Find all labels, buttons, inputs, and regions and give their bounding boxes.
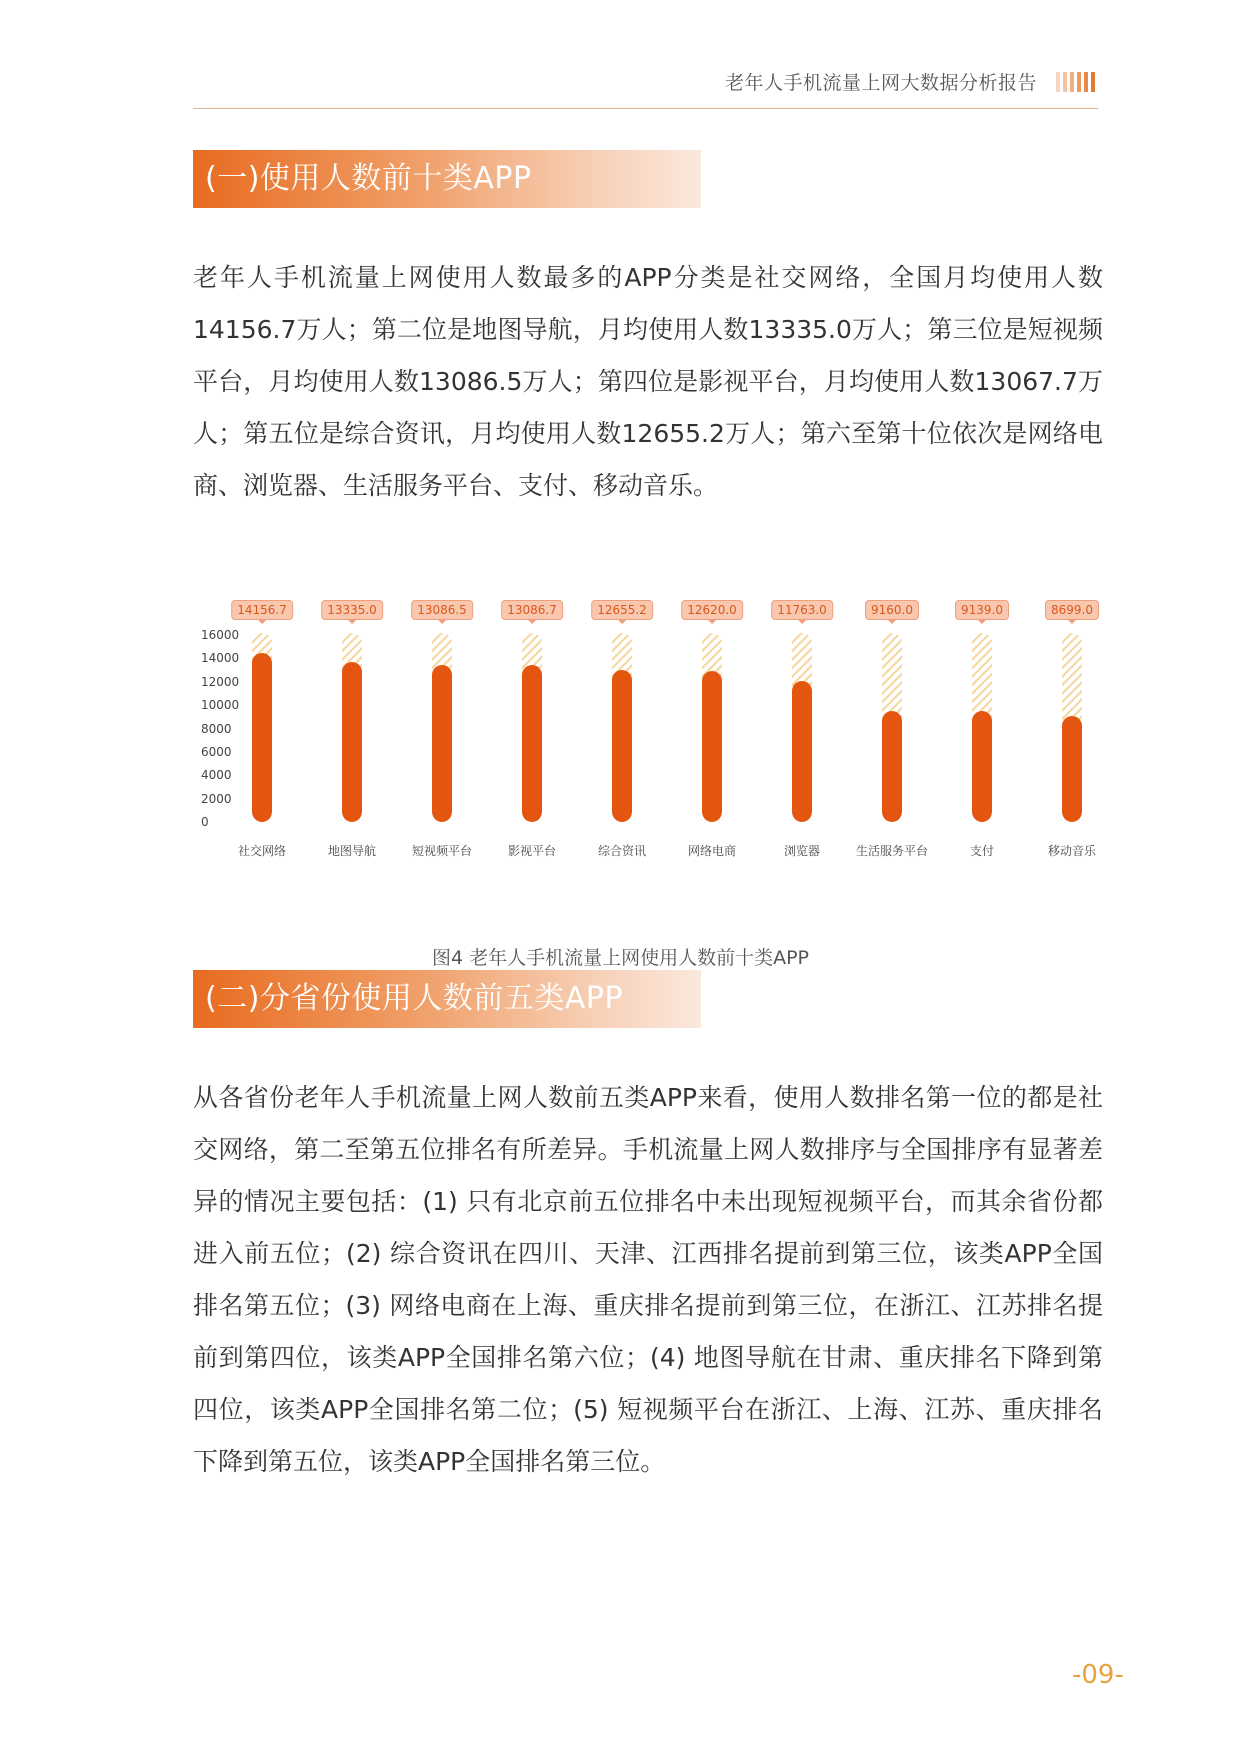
stripe (1077, 72, 1081, 92)
value-label: 13335.0 (321, 600, 383, 620)
bar (792, 681, 812, 822)
x-axis-label: 短视频平台 (411, 844, 473, 858)
bar-track (882, 633, 902, 822)
bar-track (972, 633, 992, 822)
header-divider (193, 108, 1098, 109)
y-axis-tick: 0 (201, 815, 209, 829)
x-axis-label: 浏览器 (783, 844, 821, 858)
section-2-paragraph: 从各省份老年人手机流量上网人数前五类APP来看，使用人数排名第一位的都是社交网络，第二至第五位排名有所差异。手机流量上网人数排序与全国排序有显著差异的情况主要包括：(1) 只有北京前五位排名中未出现短视频平台，而其余省份都进入前五位；(2) 综合资讯在四川、天津、江西排名提前到第三位，该类APP全国排名第五位；(3) 网络电商在上海、重庆排名提前到第三位，在浙江、江苏排名提前到第四位，该类APP全国排名第六位；(4) 地图导航在甘肃、重庆排名下降到第四位，该类APP全国排名第二位；(5) 短视频平台在浙江、上海、江苏、重庆排名下降到第五位，该类APP全国排名第三位。 (193, 1083, 1103, 1476)
report-title: 老年人手机流量上网大数据分析报告 (724, 72, 1037, 94)
bar-track (342, 633, 362, 822)
value-label: 9160.0 (865, 600, 919, 620)
value-label: 11763.0 (771, 600, 833, 620)
section-2-heading: (二)分省份使用人数前五类APP (193, 970, 701, 1028)
bar (972, 711, 992, 822)
stripe (1091, 72, 1095, 92)
x-axis-label: 生活服务平台 (855, 844, 929, 858)
y-axis-tick: 6000 (201, 744, 232, 759)
x-axis-label: 支付 (969, 844, 995, 858)
x-axis-label: 社交网络 (237, 844, 287, 858)
y-axis-tick: 10000 (201, 698, 240, 713)
section-1-paragraph: 老年人手机流量上网使用人数最多的APP分类是社交网络，全国月均使用人数14156.7万人；第二位是地图导航，月均使用人数13335.0万人；第三位是短视频平台，月均使用人数13086.5万人；第四位是影视平台，月均使用人数13067.7万人；第五位是综合资讯，月均使用人数12655.2万人；第六至第十位依次是网络电商、浏览器、生活服务平台、支付、移动音乐。 (193, 263, 1103, 500)
bar-track (612, 633, 632, 822)
value-label: 8699.0 (1045, 600, 1099, 620)
y-axis-tick: 4000 (201, 768, 232, 783)
bar-track (1062, 633, 1082, 822)
value-label: 12620.0 (681, 600, 743, 620)
figure-caption: 图4 老年人手机流量上网使用人数前十类APP (431, 947, 810, 969)
bar (882, 711, 902, 822)
section-1-heading: (一)使用人数前十类APP (193, 150, 701, 208)
bar-track (432, 633, 452, 822)
page-number: -09- (1072, 1660, 1124, 1690)
x-axis-label: 网络电商 (687, 844, 737, 858)
header-stripes-decoration (1056, 72, 1095, 92)
y-axis-tick: 2000 (201, 791, 232, 806)
bar-track (792, 633, 812, 822)
bar-track (702, 633, 722, 822)
stripe (1070, 72, 1074, 92)
bar (612, 670, 632, 822)
y-axis-tick: 14000 (201, 651, 240, 666)
bar-chart (193, 590, 1113, 870)
bar (342, 662, 362, 822)
y-axis-tick: 16000 (201, 628, 240, 642)
value-label: 12655.2 (591, 600, 653, 620)
bar-track (522, 633, 542, 822)
bar (432, 665, 452, 822)
stripe (1063, 72, 1067, 92)
x-axis-label: 综合资讯 (597, 844, 647, 858)
x-axis-label: 移动音乐 (1047, 844, 1097, 858)
value-label: 13086.7 (501, 600, 563, 620)
value-label: 13086.5 (411, 600, 473, 620)
bar (702, 671, 722, 822)
value-label: 9139.0 (955, 600, 1009, 620)
stripe (1056, 72, 1060, 92)
value-label: 14156.7 (231, 600, 293, 620)
bar (522, 665, 542, 822)
x-axis-label: 影视平台 (507, 844, 557, 858)
bar-track (252, 633, 272, 822)
y-axis-tick: 8000 (201, 721, 232, 736)
x-axis-label: 地图导航 (327, 844, 377, 858)
bar (1062, 716, 1082, 822)
bar (252, 653, 272, 822)
y-axis-tick: 12000 (201, 674, 240, 689)
stripe (1084, 72, 1088, 92)
